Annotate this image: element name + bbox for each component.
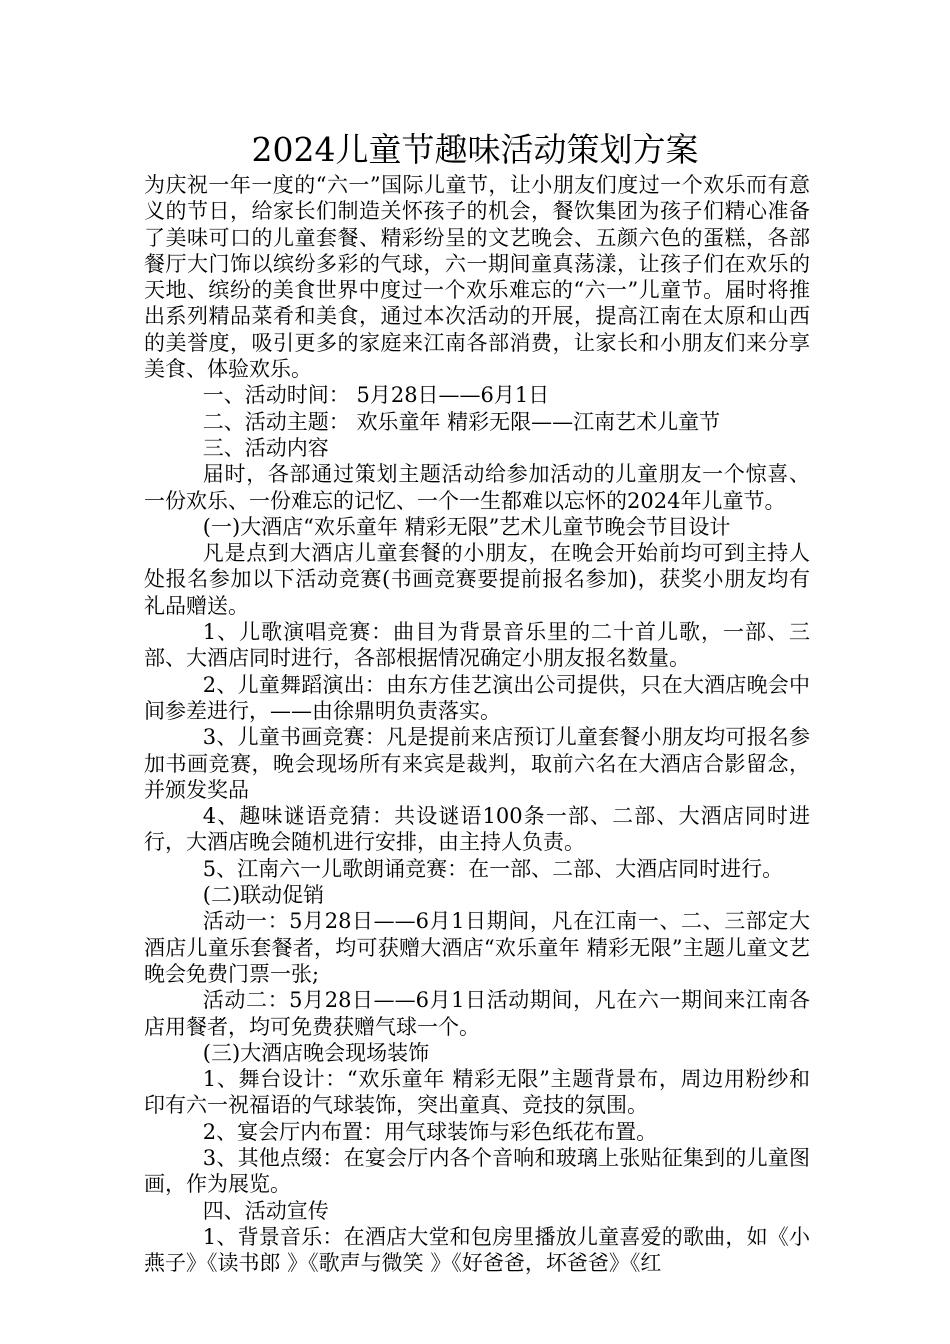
- body-paragraph: 1、舞台设计：“欢乐童年 精彩无限”主题背景布，周边用粉纱和印有六一祝福语的气球装饰，突出童真、竞技的氛围。: [144, 1067, 810, 1118]
- body-paragraph: 为庆祝一年一度的“六一”国际儿童节，让小朋友们度过一个欢乐而有意义的节日，给家长们制造关怀孩子的机会，餐饮集团为孩子们精心准备了美味可口的儿童套餐、精彩纷呈的文艺晚会、五颜六色的蛋糕，各部餐厅大门饰以缤纷多彩的气球，六一期间童真荡漾，让孩子们在欢乐的天地、缤纷的美食世界中度过一个欢乐难忘的“六一”儿童节。届时将推出系列精品菜肴和美食，通过本次活动的开展，提高江南在太原和山西的美誉度，吸引更多的家庭来江南各部消费，让家长和小朋友们来分享美食、体验欢乐。: [144, 173, 810, 382]
- body-paragraph: 一、活动时间： 5月28日——6月1日: [202, 383, 550, 408]
- body-paragraph: (二)联动促销: [202, 883, 325, 908]
- body-paragraph: 凡是点到大酒店儿童套餐的小朋友，在晚会开始前均可到主持人处报名参加以下活动竞赛(书画竞赛要提前报名参加)，获奖小朋友均有礼品赠送。: [144, 541, 810, 618]
- body-paragraph: 活动一：5月28日——6月1日期间，凡在江南一、二、三部定大酒店儿童乐套餐者，均可获赠大酒店“欢乐童年 精彩无限”主题儿童文艺晚会免费门票一张;: [144, 909, 810, 986]
- body-paragraph: 三、活动内容: [202, 435, 329, 460]
- body-paragraph: 4、趣味谜语竞猜：共设谜语100条一部、二部、大酒店同时进行，大酒店晚会随机进行安排，由主持人负责。: [144, 804, 810, 855]
- document-title: 2024儿童节趣味活动策划方案: [251, 130, 699, 169]
- document-body: [144, 172, 810, 1276]
- body-paragraph: 届时，各部通过策划主题活动给参加活动的儿童朋友一个惊喜、一份欢乐、一份难忘的记忆、一个一生都难以忘怀的2024年儿童节。: [144, 462, 810, 513]
- body-paragraph: 二、活动主题： 欢乐童年 精彩无限——江南艺术儿童节: [202, 409, 721, 434]
- body-paragraph: 活动二：5月28日——6月1日活动期间，凡在六一期间来江南各店用餐者，均可免费获赠气球一个。: [144, 988, 810, 1039]
- body-paragraph: 3、其他点缀：在宴会厅内各个音响和玻璃上张贴征集到的儿童图画，作为展览。: [144, 1145, 810, 1197]
- body-paragraph: 2、宴会厅内布置：用气球装饰与彩色纸花布置。: [202, 1119, 658, 1144]
- body-paragraph: 5、江南六一儿歌朗诵竞赛：在一部、二部、大酒店同时进行。: [202, 856, 784, 881]
- body-paragraph: (一)大酒店“欢乐童年 精彩无限”艺术儿童节晚会节目设计: [202, 514, 731, 539]
- body-paragraph: 1、儿歌演唱竞赛：曲目为背景音乐里的二十首儿歌，一部、三部、大酒店同时进行，各部根据情况确定小朋友报名数量。: [144, 620, 810, 671]
- body-paragraph: (三)大酒店晚会现场装饰: [202, 1040, 430, 1065]
- body-paragraph: 四、活动宣传: [202, 1198, 329, 1223]
- body-paragraph: 3、儿童书画竞赛：凡是提前来店预订儿童套餐小朋友均可报名参加书画竞赛，晚会现场所有来宾是裁判，取前六名在大酒店合影留念，并颁发奖品: [144, 725, 810, 802]
- body-paragraph: 1、背景音乐：在酒店大堂和包房里播放儿童喜爱的歌曲，如《小燕子》《读书郎 》《歌声与微笑 》《好爸爸，坏爸爸》《红: [144, 1224, 810, 1276]
- body-paragraph: 2、儿童舞蹈演出：由东方佳艺演出公司提供，只在大酒店晚会中间参差进行，——由徐鼎明负责落实。: [144, 672, 810, 723]
